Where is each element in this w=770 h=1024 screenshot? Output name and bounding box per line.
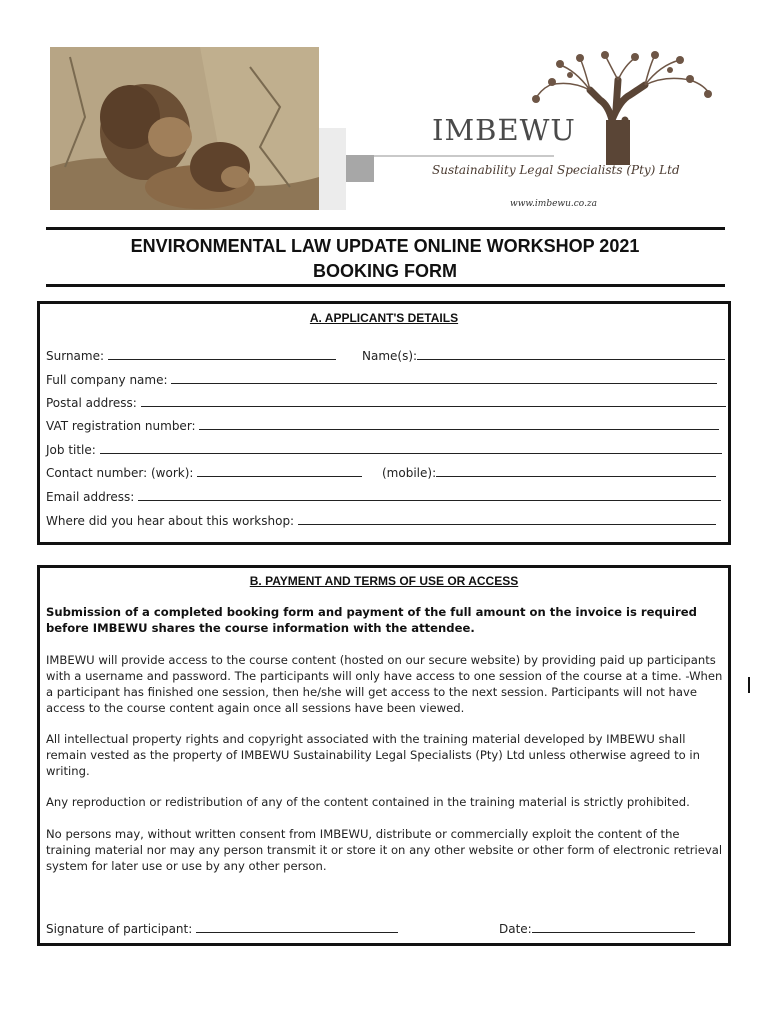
surname-label: Surname: [46,349,105,363]
contact-work-label: Contact number: (work): [46,466,194,480]
email-label: Email address: [46,490,135,504]
access-terms-paragraph: IMBEWU will provide access to the course content (hosted on our secure website) by providing paid up participants with a username and password. The participants will only have access to one session of the course at a time. -When a participant has finished one session, then he/she will get access to the next session. Participants will not have access to the course content again once all sessions have been viewed. [46,653,723,715]
applicant-details-section [37,301,731,545]
logo-wordmark: IMBEWU [432,113,576,147]
hear-row [46,513,716,528]
names-field[interactable] [417,348,725,360]
section-b-heading: B. PAYMENT AND TERMS OF USE OR ACCESS [249,574,519,588]
baobab-tree-icon [530,50,715,165]
postal-field[interactable] [141,395,726,407]
postal-label: Postal address: [46,396,137,410]
title-rule-bottom [46,284,725,287]
date-label: Date: [499,922,532,936]
vat-field[interactable] [199,418,719,430]
job-field[interactable] [100,442,722,454]
text-cursor [748,677,750,693]
email-row [46,489,721,504]
hear-label: Where did you hear about this workshop: [46,514,295,528]
signature-field[interactable] [196,921,398,933]
submission-notice: Submission of a completed booking form and payment of the full amount on the invoice is required before IMBEWU shares the course information with the attendee. [46,605,697,635]
surname-row [46,348,336,363]
logo-decor-light [319,128,346,210]
surname-field[interactable] [108,348,336,360]
job-label: Job title: [46,443,96,457]
job-row [46,442,722,457]
page-subtitle: BOOKING FORM [313,261,457,281]
names-label: Name(s): [362,349,418,363]
email-field[interactable] [138,489,721,501]
contact-mobile-label: (mobile): [382,466,437,480]
lions-illustration [50,47,319,210]
vat-row [46,418,719,433]
contact-work-row [46,465,362,480]
title-rule-top [46,227,725,230]
reproduction-paragraph: Any reproduction or redistribution of any of the content contained in the training material is strictly prohibited. [46,795,690,809]
section-a-heading: A. APPLICANT'S DETAILS [309,311,459,325]
ip-rights-paragraph: All intellectual property rights and copyright associated with the training material developed by IMBEWU shall remain vested as the property of IMBEWU Sustainability Legal Specialists (Pty) Ltd unless otherwise agreed to in writing. [46,732,700,778]
vat-label: VAT registration number: [46,419,196,433]
distribution-paragraph: No persons may, without written consent from IMBEWU, distribute or commercially exploit the content of the training material nor may any person transmit it or store it on any other website or other form of electronic retrieval system for later use or use by any other person. [46,827,723,873]
payment-terms-section [37,565,731,946]
logo-divider [374,155,554,157]
company-label: Full company name: [46,373,168,387]
logo-tagline: Sustainability Legal Specialists (Pty) Ltd [432,163,680,177]
date-field[interactable] [532,921,695,933]
signature-row [46,921,398,936]
logo-url: www.imbewu.co.za [510,199,598,209]
names-row [362,348,725,363]
company-field[interactable] [171,372,717,384]
date-row [499,921,695,936]
lions-photo [50,47,319,210]
contact-mobile-field[interactable] [436,465,716,477]
company-row [46,372,717,387]
signature-label: Signature of participant: [46,922,193,936]
logo-decor-dark [346,155,374,182]
page-title: ENVIRONMENTAL LAW UPDATE ONLINE WORKSHOP 2021 [130,236,640,256]
hear-field[interactable] [298,513,716,525]
contact-mobile-row [382,465,716,480]
postal-row [46,395,726,410]
contact-work-field[interactable] [197,465,362,477]
